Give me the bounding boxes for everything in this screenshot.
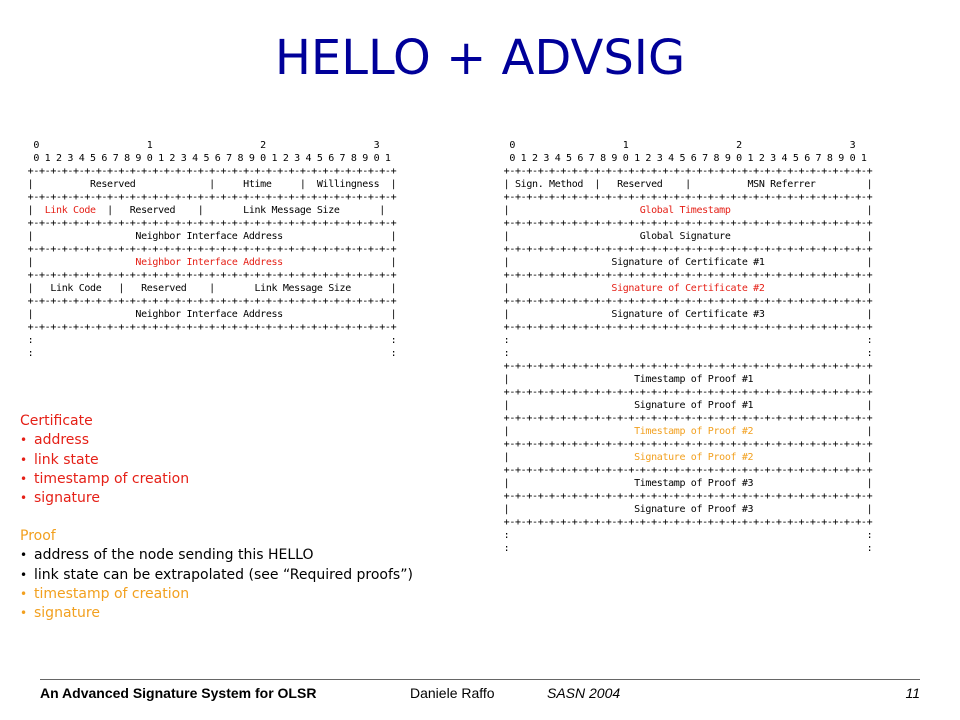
bullet-icon: • — [20, 452, 28, 467]
highlighted-field: Signature of Proof #2 — [634, 452, 754, 463]
packet-line: +-+-+-+-+-+-+-+-+-+-+-+-+-+-+-+-+-+-+-+-+-+-+-+-+-+-+-+-+-+-+-+-+ — [498, 322, 873, 333]
proof-item — [20, 585, 413, 604]
certificate-item — [20, 489, 189, 508]
highlighted-field: Signature of Certificate #2 — [611, 283, 765, 294]
packet-line: : : — [498, 335, 873, 346]
highlighted-field: Link Code — [44, 205, 96, 216]
footer-title: An Advanced Signature System for OLSR — [40, 685, 317, 701]
packet-line: +-+-+-+-+-+-+-+-+-+-+-+-+-+-+-+-+-+-+-+-+-+-+-+-+-+-+-+-+-+-+-+-+ — [498, 517, 873, 528]
packet-line: : : — [498, 348, 873, 359]
packet-frame: | — [753, 426, 873, 437]
packet-line — [22, 256, 396, 269]
advsig-packet-diagram — [498, 139, 872, 555]
bullet-icon: • — [20, 433, 28, 448]
certificate-item-text: signature — [34, 490, 100, 507]
bullet-icon: • — [20, 471, 28, 486]
certificate-item-text: link state — [34, 451, 99, 468]
page-number: 11 — [905, 685, 920, 701]
packet-line: +-+-+-+-+-+-+-+-+-+-+-+-+-+-+-+-+-+-+-+-+-+-+-+-+-+-+-+-+-+-+-+-+ — [498, 166, 873, 177]
certificate-heading: Certificate — [20, 413, 93, 429]
packet-line: +-+-+-+-+-+-+-+-+-+-+-+-+-+-+-+-+-+-+-+-+-+-+-+-+-+-+-+-+-+-+-+-+ — [498, 296, 873, 307]
packet-line: | Link Code | Reserved | Link Message Size | — [22, 283, 397, 294]
footer-venue: SASN 2004 — [547, 685, 621, 701]
packet-line: +-+-+-+-+-+-+-+-+-+-+-+-+-+-+-+-+-+-+-+-+-+-+-+-+-+-+-+-+-+-+-+-+ — [498, 192, 873, 203]
packet-line — [498, 282, 872, 295]
footer-divider — [40, 679, 920, 680]
packet-line — [22, 204, 396, 217]
packet-line: | Signature of Proof #3 | — [498, 504, 873, 515]
packet-line: | Signature of Proof #1 | — [498, 400, 873, 411]
packet-line: : : — [498, 530, 873, 541]
packet-frame: | — [498, 426, 635, 437]
packet-frame: | — [498, 205, 640, 216]
packet-line: +-+-+-+-+-+-+-+-+-+-+-+-+-+-+-+-+-+-+-+-+-+-+-+-+-+-+-+-+-+-+-+-+ — [498, 218, 873, 229]
packet-frame: | — [282, 257, 397, 268]
packet-line: | Neighbor Interface Address | — [22, 309, 397, 320]
packet-line: : : — [22, 335, 397, 346]
highlighted-field: Neighbor Interface Address — [135, 257, 283, 268]
packet-frame: | — [764, 283, 873, 294]
proof-item-text: signature — [34, 605, 100, 622]
packet-line: +-+-+-+-+-+-+-+-+-+-+-+-+-+-+-+-+-+-+-+-+-+-+-+-+-+-+-+-+-+-+-+-+ — [22, 166, 397, 177]
certificate-item — [20, 470, 189, 489]
slide-title: HELLO + ADVSIG — [274, 30, 686, 86]
proof-item-text: address of the node sending this HELLO — [34, 547, 314, 564]
highlighted-field: Timestamp of Proof #2 — [634, 426, 754, 437]
packet-line: +-+-+-+-+-+-+-+-+-+-+-+-+-+-+-+-+-+-+-+-+-+-+-+-+-+-+-+-+-+-+-+-+ — [22, 322, 397, 333]
certificate-item-text: address — [34, 432, 90, 449]
packet-line: +-+-+-+-+-+-+-+-+-+-+-+-+-+-+-+-+-+-+-+-+-+-+-+-+-+-+-+-+-+-+-+-+ — [498, 465, 873, 476]
bullet-icon: • — [20, 548, 28, 563]
packet-line: +-+-+-+-+-+-+-+-+-+-+-+-+-+-+-+-+-+-+-+-+-+-+-+-+-+-+-+-+-+-+-+-+ — [22, 270, 397, 281]
packet-line: +-+-+-+-+-+-+-+-+-+-+-+-+-+-+-+-+-+-+-+-+-+-+-+-+-+-+-+-+-+-+-+-+ — [498, 413, 873, 424]
packet-line: | Sign. Method | Reserved | MSN Referrer | — [498, 179, 873, 190]
packet-frame: | — [730, 205, 873, 216]
bullet-icon: • — [20, 606, 28, 621]
packet-line: 0 1 2 3 4 5 6 7 8 9 0 1 2 3 4 5 6 7 8 9 0 1 2 3 4 5 6 7 8 9 0 1 — [498, 153, 867, 164]
packet-line: 0 1 2 3 — [22, 140, 380, 151]
packet-line: | Timestamp of Proof #3 | — [498, 478, 873, 489]
packet-line: 0 1 2 3 4 5 6 7 8 9 0 1 2 3 4 5 6 7 8 9 0 1 2 3 4 5 6 7 8 9 0 1 — [22, 153, 391, 164]
bullet-icon: • — [20, 567, 28, 582]
packet-line: : : — [498, 543, 873, 554]
proof-item — [20, 546, 413, 565]
bullet-icon: • — [20, 491, 28, 506]
certificate-item — [20, 451, 189, 470]
packet-frame: | — [498, 283, 612, 294]
packet-line: +-+-+-+-+-+-+-+-+-+-+-+-+-+-+-+-+-+-+-+-+-+-+-+-+-+-+-+-+-+-+-+-+ — [498, 270, 873, 281]
packet-line — [498, 425, 872, 438]
packet-line: : : — [22, 348, 397, 359]
certificate-item — [20, 431, 189, 450]
packet-line: | Global Signature | — [498, 231, 873, 242]
packet-line: | Signature of Certificate #3 | — [498, 309, 873, 320]
packet-line — [498, 451, 872, 464]
hello-packet-diagram — [22, 139, 396, 360]
packet-frame: | — [22, 205, 45, 216]
proof-item-text: link state can be extrapolated (see “Required proofs”) — [34, 566, 413, 583]
packet-line: +-+-+-+-+-+-+-+-+-+-+-+-+-+-+-+-+-+-+-+-+-+-+-+-+-+-+-+-+-+-+-+-+ — [22, 296, 397, 307]
packet-line: +-+-+-+-+-+-+-+-+-+-+-+-+-+-+-+-+-+-+-+-+-+-+-+-+-+-+-+-+-+-+-+-+ — [498, 491, 873, 502]
proof-list — [20, 527, 413, 623]
bullet-icon: • — [20, 586, 28, 601]
packet-line: | Neighbor Interface Address | — [22, 231, 397, 242]
packet-line: | Timestamp of Proof #1 | — [498, 374, 873, 385]
packet-line: +-+-+-+-+-+-+-+-+-+-+-+-+-+-+-+-+-+-+-+-+-+-+-+-+-+-+-+-+-+-+-+-+ — [22, 218, 397, 229]
packet-line — [498, 204, 872, 217]
packet-line: +-+-+-+-+-+-+-+-+-+-+-+-+-+-+-+-+-+-+-+-+-+-+-+-+-+-+-+-+-+-+-+-+ — [22, 244, 397, 255]
footer-author: Daniele Raffo — [410, 685, 495, 701]
proof-heading: Proof — [20, 528, 56, 544]
packet-line: +-+-+-+-+-+-+-+-+-+-+-+-+-+-+-+-+-+-+-+-+-+-+-+-+-+-+-+-+-+-+-+-+ — [498, 387, 873, 398]
packet-line: | Signature of Certificate #1 | — [498, 257, 873, 268]
packet-frame: | Reserved | Link Message Size | — [95, 205, 385, 216]
proof-item-text: timestamp of creation — [34, 585, 190, 602]
packet-line: | Reserved | Htime | Willingness | — [22, 179, 397, 190]
packet-line: +-+-+-+-+-+-+-+-+-+-+-+-+-+-+-+-+-+-+-+-+-+-+-+-+-+-+-+-+-+-+-+-+ — [498, 244, 873, 255]
certificate-item-text: timestamp of creation — [34, 470, 190, 487]
highlighted-field: Global Timestamp — [639, 205, 731, 216]
packet-line: 0 1 2 3 — [498, 140, 856, 151]
proof-item — [20, 566, 413, 585]
certificate-list — [20, 412, 189, 508]
packet-line: +-+-+-+-+-+-+-+-+-+-+-+-+-+-+-+-+-+-+-+-+-+-+-+-+-+-+-+-+-+-+-+-+ — [22, 192, 397, 203]
packet-line: +-+-+-+-+-+-+-+-+-+-+-+-+-+-+-+-+-+-+-+-+-+-+-+-+-+-+-+-+-+-+-+-+ — [498, 439, 873, 450]
packet-frame: | — [22, 257, 136, 268]
packet-frame: | — [498, 452, 635, 463]
proof-item — [20, 604, 413, 623]
packet-line: +-+-+-+-+-+-+-+-+-+-+-+-+-+-+-+-+-+-+-+-+-+-+-+-+-+-+-+-+-+-+-+-+ — [498, 361, 873, 372]
packet-frame: | — [753, 452, 873, 463]
